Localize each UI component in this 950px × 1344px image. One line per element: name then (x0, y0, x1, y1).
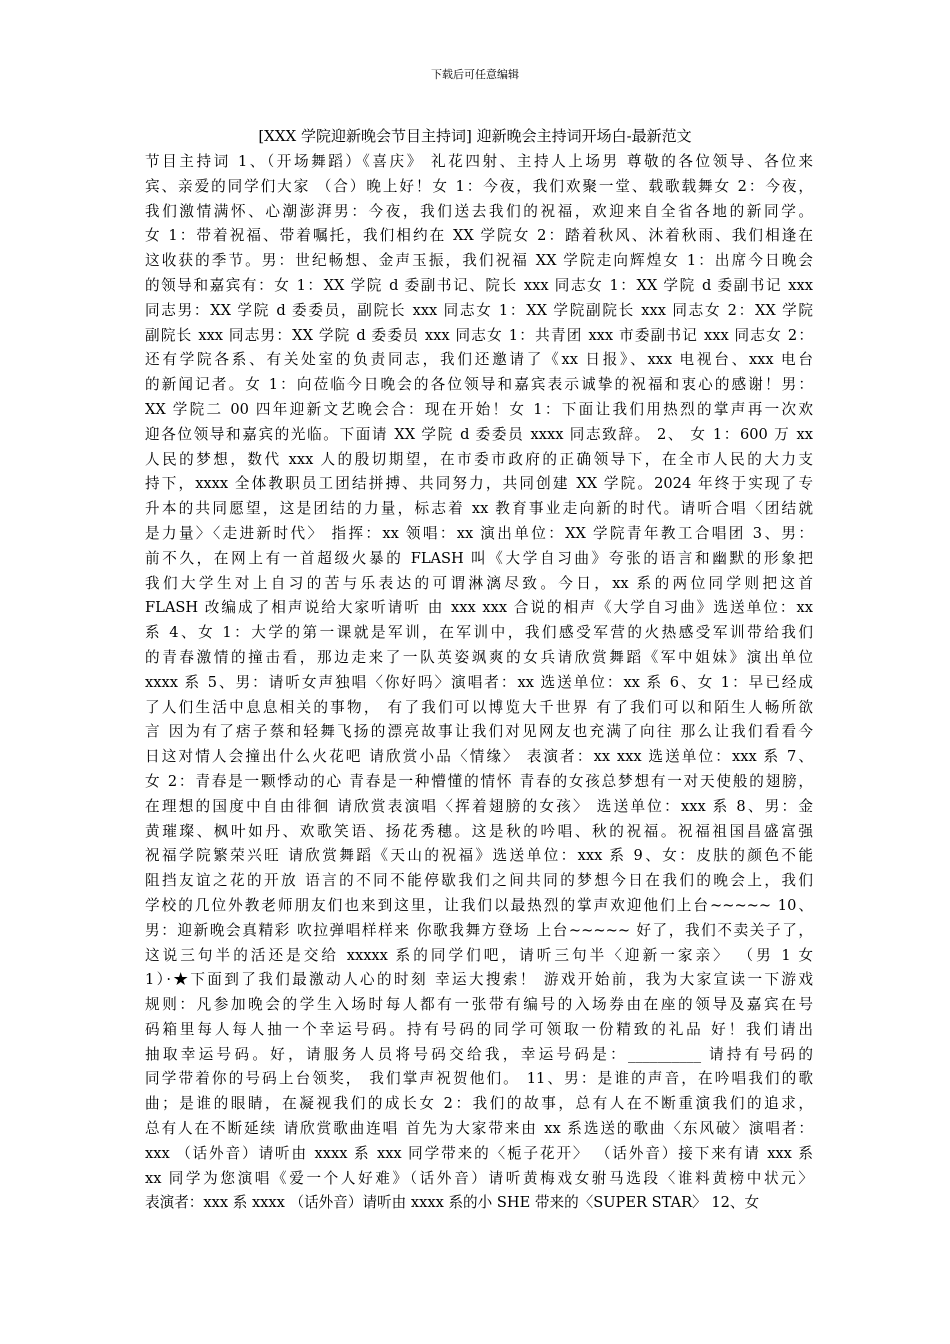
body-text-line: xxxx 系 5、男：请听女声独唱〈你好吗〉演唱者：xx 选送单位：xx 系 6、女 1：早已经成 (145, 673, 813, 691)
body-text-line: 节目主持词 1、（开场舞蹈）《喜庆》 礼花四射、主持人上场男 尊敬的各位领导、各位来 (145, 153, 813, 170)
body-text-line: 黄璀璨、枫叶如丹、欢歌笑语、扬花秀穗。这是秋的吟唱、秋的祝福。祝福祖国昌盛富强 (145, 822, 813, 840)
body-text-line: FLASH 改编成了相声说给大家听请听 由 xxx xxx 合说的相声《大学自习曲》选送单位：xx (145, 599, 813, 617)
body-text-line: 我们激情满怀、心潮澎湃男：今夜，我们送去我们的祝福，欢迎来自全省各地的新同学。 (145, 202, 813, 220)
body-text-line: 抽取幸运号码。好，请服务人员将号码交给我，幸运号码是：__________ 请持有号码的 (145, 1045, 813, 1063)
body-text-line: 言 因为有了痞子蔡和轻舞飞扬的漂亮故事让我们对见网友也充满了向往 那么让我们看看今 (145, 723, 813, 741)
body-text-line: 规则：凡参加晚会的学生入场时每人都有一张带有编号的入场券由在座的领导及嘉宾在号 (145, 996, 813, 1014)
body-text-line: 是力量〉〈走进新时代〉 指挥：xx 领唱：xx 演出单位：XX 学院青年教工合唱团 3、男： (145, 524, 813, 542)
body-text-line: 曲；是谁的眼睛，在凝视我们的成长女 2：我们的故事，总有人在不断重演我们的追求， (145, 1095, 813, 1113)
body-text-line: 表演者：xxx 系 xxxx （话外音）请听由 xxxx 系的小 SHE 带来的〈SUPER STAR〉 12、女 (145, 1194, 760, 1212)
body-text-line: 宾、亲爱的同学们大家 （合）晚上好！女 1：今夜，我们欢聚一堂、载歌载舞女 2：今夜， (145, 177, 813, 195)
body-text-line: 副院长 xxx 同志男：XX 学院 d 委委员 xxx 同志女 1：共青团 xxx 市委副书记 xxx 同志女 2： (145, 326, 813, 344)
body-text-line: 我们大学生对上自习的苦与乐表达的可谓淋漓尽致。今日，xx 系的两位同学则把这首 (145, 574, 813, 592)
body-text-line: 同学带着你的号码上台领奖， 我们掌声祝贺他们。 11、男：是谁的声音，在吟唱我们的歌 (145, 1070, 813, 1088)
body-text-line: 的青春激情的撞击看，那边走来了一队英姿飒爽的女兵请欣赏舞蹈《军中姐妹》演出单位 (145, 648, 813, 666)
body-text-line: 阻挡友谊之花的开放 语言的不同不能停歇我们之间共同的梦想今日在我们的晚会上，我们 (145, 872, 813, 890)
body-text-line: 的新闻记者。女 1：向莅临今日晚会的各位领导和嘉宾表示诚挚的祝福和衷心的感谢！男： (145, 376, 813, 394)
body-text-line: 女 1：带着祝福、带着嘱托，我们相约在 XX 学院女 2：踏着秋风、沐着秋雨、我们相逢在 (145, 227, 813, 245)
body-text-line: 系 4、女 1：大学的第一课就是军训，在军训中，我们感受军营的火热感受军训带给我们 (145, 624, 813, 642)
document-title: [XXX 学院迎新晚会节目主持词] 迎新晚会主持词开场白-最新范文 (258, 127, 692, 145)
body-text-line: 前不久，在网上有一首超级火暴的 FLASH 叫《大学自习曲》夸张的语言和幽默的形象把 (145, 549, 813, 567)
body-text-line: 升本的共同愿望，这是团结的力量，标志着 xx 教育事业走向新的时代。请听合唱〈团结就 (145, 500, 813, 518)
body-text-line: 持下，xxxx 全体教职员工团结拼搏、共同努力，共同创建 XX 学院。2024 年终于实现了专 (145, 475, 813, 493)
body-text-line: 女 2：青春是一颗悸动的心 青春是一种懵懂的情怀 青春的女孩总梦想有一对天使般的翅膀， (145, 772, 813, 790)
body-text-line: 这说三句半的活还是交给 xxxxx 系的同学们吧，请听三句半〈迎新一家亲〉 （男 1 女 (145, 946, 813, 964)
body-text-line: 人民的梦想，数代 xxx 人的殷切期望，在市委市政府的正确领导下，在全市人民的大力支 (145, 450, 813, 468)
body-text-line: XX 学院二 00 四年迎新文艺晚会合：现在开始！女 1：下面让我们用热烈的掌声再一次欢 (145, 400, 813, 418)
body-text-line: 这收获的季节。男：世纪畅想、金声玉振，我们祝福 XX 学院走向辉煌女 1：出席今日晚会 (145, 252, 813, 270)
body-text-line: 总有人在不断延续 请欣赏歌曲连唱 首先为大家带来由 xx 系选送的歌曲〈东风破〉演唱者： (145, 1120, 813, 1138)
body-text-line: 学校的几位外教老师朋友们也来到这里，让我们以最热烈的掌声欢迎他们上台~~~~~ 10、 (145, 896, 813, 914)
body-text-line: 1）·★下面到了我们最激动人心的时刻 幸运大搜索！ 游戏开始前，我为大家宣读一下游戏 (145, 971, 813, 989)
body-text-line: 码箱里每人每人抽一个幸运号码。持有号码的同学可领取一份精致的礼品 好！我们请出 (145, 1020, 813, 1038)
document-body (145, 150, 813, 1216)
body-text-line: 男：迎新晚会真精彩 吹拉弹唱样样来 你歌我舞方登场 上台~~~~~ 好了，我们不卖关子了， (145, 921, 813, 939)
body-text-line: 日这对情人会撞出什么火花吧 请欣赏小品〈情缘〉 表演者：xx xxx 选送单位：xxx 系 7、 (145, 748, 813, 766)
body-text-line: 同志男：XX 学院 d 委委员，副院长 xxx 同志女 1：XX 学院副院长 xxx 同志女 2：XX 学院 (145, 301, 813, 319)
body-text-line: 在理想的国度中自由徘徊 请欣赏表演唱〈挥着翅膀的女孩〉 选送单位：xxx 系 8、男：金 (145, 797, 813, 815)
body-text-line: xx 同学为您演唱《爱一个人好难》（话外音）请听黄梅戏女驸马选段〈谁料黄榜中状元〉 (145, 1169, 813, 1187)
body-text-line: 还有学院各系、有关处室的负责同志，我们还邀请了《xx 日报》、xxx 电视台、xxx 电台 (145, 351, 813, 369)
body-text-line: 祝福学院繁荣兴旺 请欣赏舞蹈《天山的祝福》选送单位：xxx 系 9、女：皮肤的颜色不能 (145, 847, 813, 865)
page-header-note: 下载后可任意编辑 (431, 68, 519, 81)
body-text-line: xxx （话外音）请听由 xxxx 系 xxx 同学带来的〈栀子花开〉 （话外音）接下来有请 xxx 系 (145, 1144, 813, 1162)
body-text-line: 了人们生活中息息相关的事物， 有了我们可以博览大千世界 有了我们可以和陌生人畅所欲 (145, 698, 813, 716)
body-text-line: 迎各位领导和嘉宾的光临。下面请 XX 学院 d 委委员 xxxx 同志致辞。 2、 女 1：600 万 xx (145, 425, 813, 443)
body-text-line: 的领导和嘉宾有：女 1：XX 学院 d 委副书记、院长 xxx 同志女 1：XX 学院 d 委副书记 xxx (145, 276, 813, 294)
